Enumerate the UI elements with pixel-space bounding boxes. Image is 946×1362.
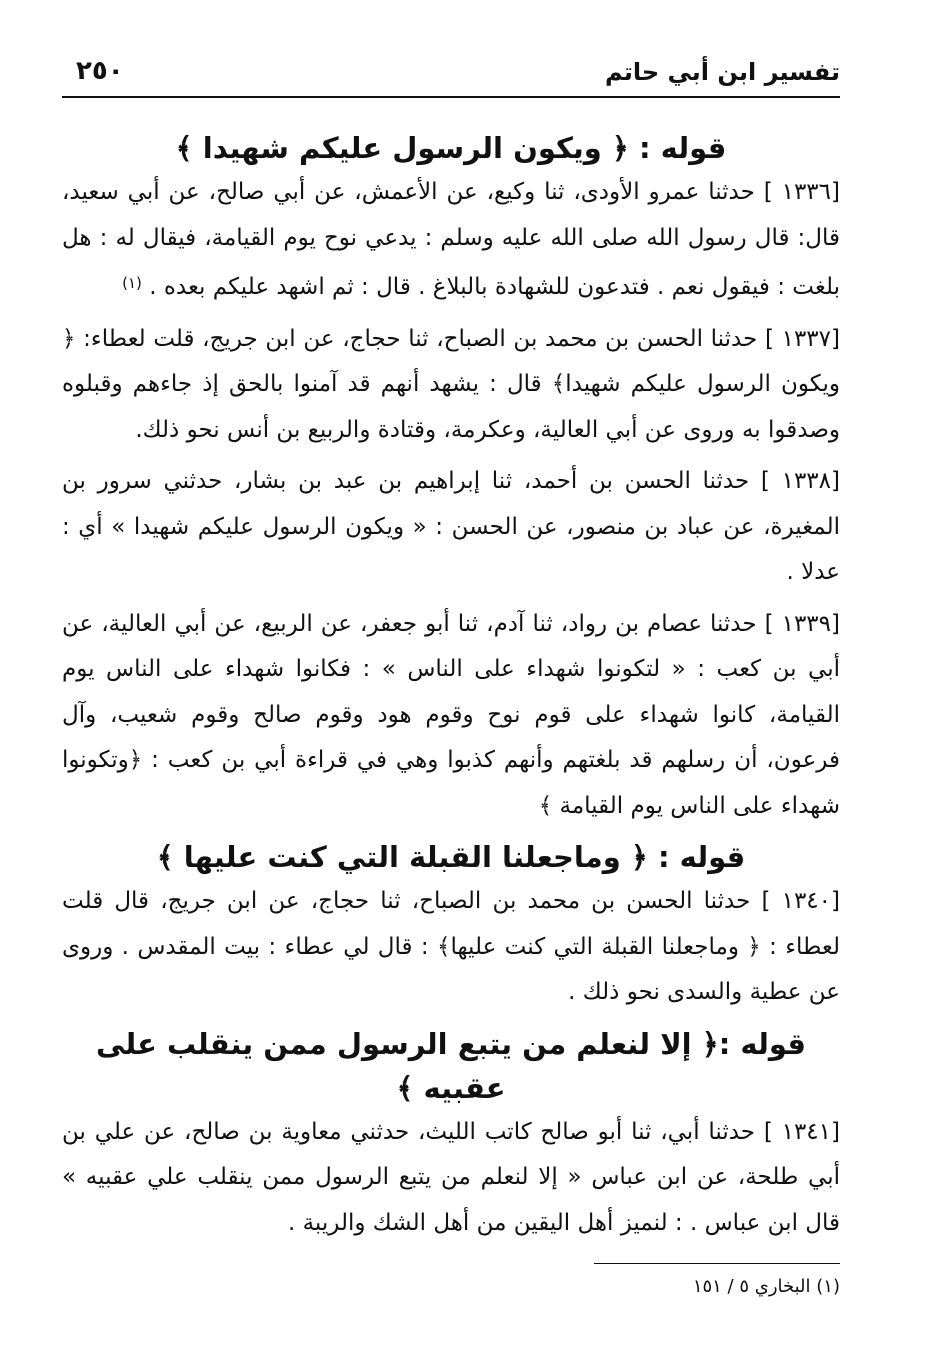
narration-number: [١٣٣٨ ]	[760, 468, 840, 494]
footnote: (١) البخاري ٥ / ١٥١	[692, 1276, 840, 1297]
hadith-paragraph	[62, 170, 840, 311]
running-header	[62, 50, 840, 98]
section-heading: قوله :﴿ إلا لنعلم من يتبع الرسول ممن ينقلب على عقبيه ﴾	[95, 1026, 807, 1105]
section-heading: قوله : ﴿ وماجعلنا القبلة التي كنت عليها ﴾	[156, 840, 746, 874]
footnote-reference: (١)	[122, 274, 142, 292]
hadith-paragraph	[62, 1110, 840, 1247]
page-number: ٢٥٠	[76, 56, 124, 86]
section-heading: قوله : ﴿ ويكون الرسول عليكم شهيدا ﴾	[175, 131, 727, 165]
narration-text: حدثنا عصام بن رواد، ثنا آدم، ثنا أبو جعفر، عن الربيع، عن أبي العالية، عن أبي بن كعب : « لتكونوا شهداء على الناس » : فكانوا شهداء على الناس يوم القيامة، كانوا شهداء على قوم نوح وقوم هود وقوم صالح وقوم شعيب، وآل فرعون، أن رسلهم قد بلغتهم وأنهم كذبوا وهي في قراءة أبي بن كعب : ﴿وتكونوا شهداء على الناس يوم القيامة ﴾	[62, 610, 840, 819]
book-page	[62, 50, 840, 1330]
narration-text: حدثنا عمرو الأودى، ثنا وكيع، عن الأعمش، عن أبي صالح، عن أبي سعيد، قال: قال رسول الله صلى الله عليه وسلم : يدعي نوح يوم القيامة، فيقال له : هل بلغت : فيقول نعم . فتدعون للشهادة بالبلاغ . قال : ثم اشهد عليكم بعده .	[62, 179, 840, 300]
hadith-paragraph	[62, 602, 840, 830]
hadith-paragraph	[62, 459, 840, 596]
narration-text: حدثنا أبي، ثنا أبو صالح كاتب الليث، حدثني معاوية بن صالح، عن علي بن أبي طلحة، عن ابن عباس « إلا لنعلم من يتبع الرسول ممن ينقلب علي عقبيه » قال ابن عباس . : لنميز أهل اليقين من أهل الشك والريبة .	[62, 1118, 840, 1236]
narration-number: [١٣٤١ ]	[763, 1118, 840, 1145]
hadith-paragraph	[62, 317, 840, 454]
narration-number: [١٣٤٠ ]	[761, 888, 840, 914]
narration-text: حدثنا الحسن بن أحمد، ثنا إبراهيم بن عبد بن بشار، حدثني سرور بن المغيرة، عن عباد بن منصور، عن الحسن : « ويكون الرسول عليكم شهيدا » أي : عدلا .	[62, 468, 840, 585]
hadith-paragraph	[62, 879, 840, 1016]
narration-text: حدثنا الحسن بن محمد بن الصباح، ثنا حجاج، عن ابن جريج، قلت لعطاء: ﴿ ويكون الرسول عليكم شهيدا﴾ قال : يشهد أنهم قد آمنوا بالحق إذ جاءهم وقبلوه وصدقوا به وروى عن أبي العالية، وعكرمة، وقتادة والربيع بن أنس نحو ذلك.	[62, 325, 840, 443]
footnotes-area	[594, 1263, 840, 1300]
narration-text: حدثنا الحسن بن محمد بن الصباح، ثنا حجاج، عن ابن جريج، قال قلت لعطاء : ﴿ وماجعلنا القبلة التي كنت عليها﴾ : قال لي عطاء : بيت المقدس . وروى عن عطية والسدى نحو ذلك .	[62, 888, 840, 1005]
narration-number: [١٣٣٧ ]	[764, 325, 840, 352]
running-title: تفسير ابن أبي حاتم	[605, 58, 840, 86]
narration-number: [١٣٣٩ ]	[764, 610, 840, 637]
narration-number: [١٣٣٦ ]	[763, 179, 840, 205]
